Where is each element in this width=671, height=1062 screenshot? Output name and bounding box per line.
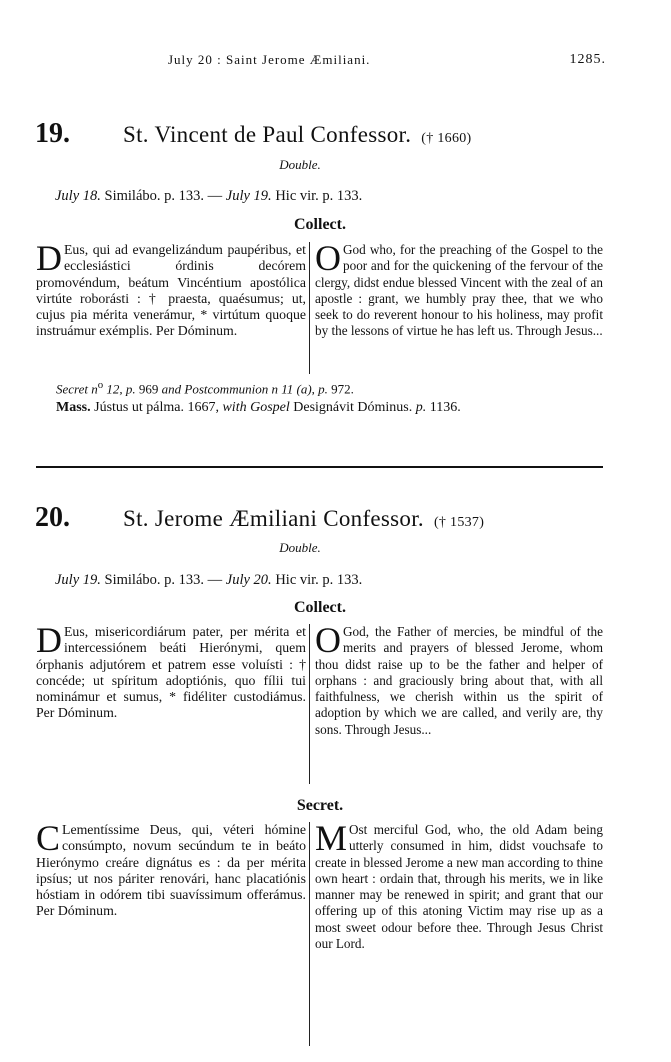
secret-english-text: M Ost merciful God, who, the old Adam being utterly consumed in him, didst vouchsafe to create in blessed Jerome a new man according to thine own heart : ordain that, through his merits, we in like manner may be renewed in spirit; and grant that our offering up of this atoning Victim may rise up as a most sweet odour before thee. Through Jesus Christ our Lord. [315, 818, 603, 952]
secret-latin-text: C Lementíssime Deus, qui, véteri hómine consúmpto, novum secúndum te in beáto Hierónymo creáre dignátus es : da per mérita ipsíus; ut nos páriter renovári, hanc placatiónis hóstiam in odórem tibi suavíssimum offerámus. Per Dóminum. [36, 818, 306, 919]
collect-heading: Collect. [294, 216, 346, 233]
collect-english-text: O God who, for the preaching of the Gospel to the poor and for the quickening of the fervour of the clergy, didst endue blessed Vincent with the zeal of an apostle : grant, we humbly pray thee, that we who seek to do reverent honour to his holiness, may profit by the lessons of virtue he has left us. Through Jesus... [315, 238, 603, 339]
feast-name: St. Vincent de Paul Confessor. († 1660) [123, 122, 472, 147]
dropcap: O [315, 238, 341, 278]
dropcap: D [36, 620, 62, 660]
feast-death-year: († 1537) [433, 515, 485, 530]
collect-english-text: O God, the Father of mercies, be mindful of the merits and prayers of blessed Jerome, whom thou didst raise up to be the father and helper of orphans : and graciously bring about that, with all faithfulness, we cherish within us the spirit of adoption by which we are called, and verily are, thy sons. Through Jesus... [315, 620, 603, 737]
collect-heading: Collect. [294, 599, 346, 616]
collect-latin-text: D Eus, qui ad evangelizándum paupéribus, et ecclesiástici órdinis decórem promovéndum, beátum Vincéntium apostólica virtúte roborásti : † praesta, quaésumus; ut, cujus pia mérita venerámur, * virtútum quoque instruámur exémplis. Per Dóminum. [36, 238, 306, 339]
column-divider [309, 624, 310, 784]
column-divider [309, 822, 310, 1046]
feast-heading-20 [35, 502, 605, 538]
secret-heading: Secret. [296, 797, 344, 814]
feast-number: 19. [35, 118, 70, 149]
reference-date: July 19. [225, 188, 272, 204]
feast-death-year: († 1660) [421, 131, 472, 146]
feast-name: St. Jerome Æmiliani Confessor. († 1537) [123, 506, 485, 531]
collect-latin-text: D Eus, misericordiárum pater, per mérita et intercessiónem beáti Hierónymi, quem órphanis adjutórem et patrem esse voluísti : † concéde; ut spíritum adoptiónis, quo fílii tui nominámur et sumus, * fidéliter custodiámus. Per Dóminum. [36, 620, 306, 721]
section-rule [36, 466, 603, 468]
running-head-title: July 20 : Saint Jerome Æmiliani. [168, 52, 371, 67]
feast-number: 20. [35, 502, 70, 533]
reference-line: July 18. Similábo. p. 133. — July 19. Hic vir. p. 133. [55, 188, 363, 204]
column-divider [309, 242, 310, 374]
dropcap: M [315, 818, 348, 858]
mass-label: Mass. [56, 400, 91, 415]
feast-heading-19 [35, 118, 605, 154]
reference-date: July 19. [55, 572, 101, 588]
feast-rank: Double. [279, 157, 321, 172]
secret-reference-line: Secret $n^o$ 12, p. 969 and Postcommunion n 11 (a), p. 972. [56, 379, 354, 397]
dropcap: D [36, 238, 62, 278]
feast-rank: Double. [279, 540, 321, 555]
mass-reference-line: Mass. Jústus ut pálma. 1667, with Gospel Designávit Dóminus. p. 1136. [56, 400, 461, 415]
reference-line: July 19. Similábo. p. 133. — July 20. Hic vir. p. 133. [55, 572, 363, 588]
reference-date: July 18. [55, 188, 101, 204]
dropcap: O [315, 620, 341, 660]
dropcap: C [36, 818, 61, 858]
running-head [40, 52, 606, 72]
reference-date: July 20. [225, 572, 272, 588]
page-number: 1285. [569, 52, 606, 67]
